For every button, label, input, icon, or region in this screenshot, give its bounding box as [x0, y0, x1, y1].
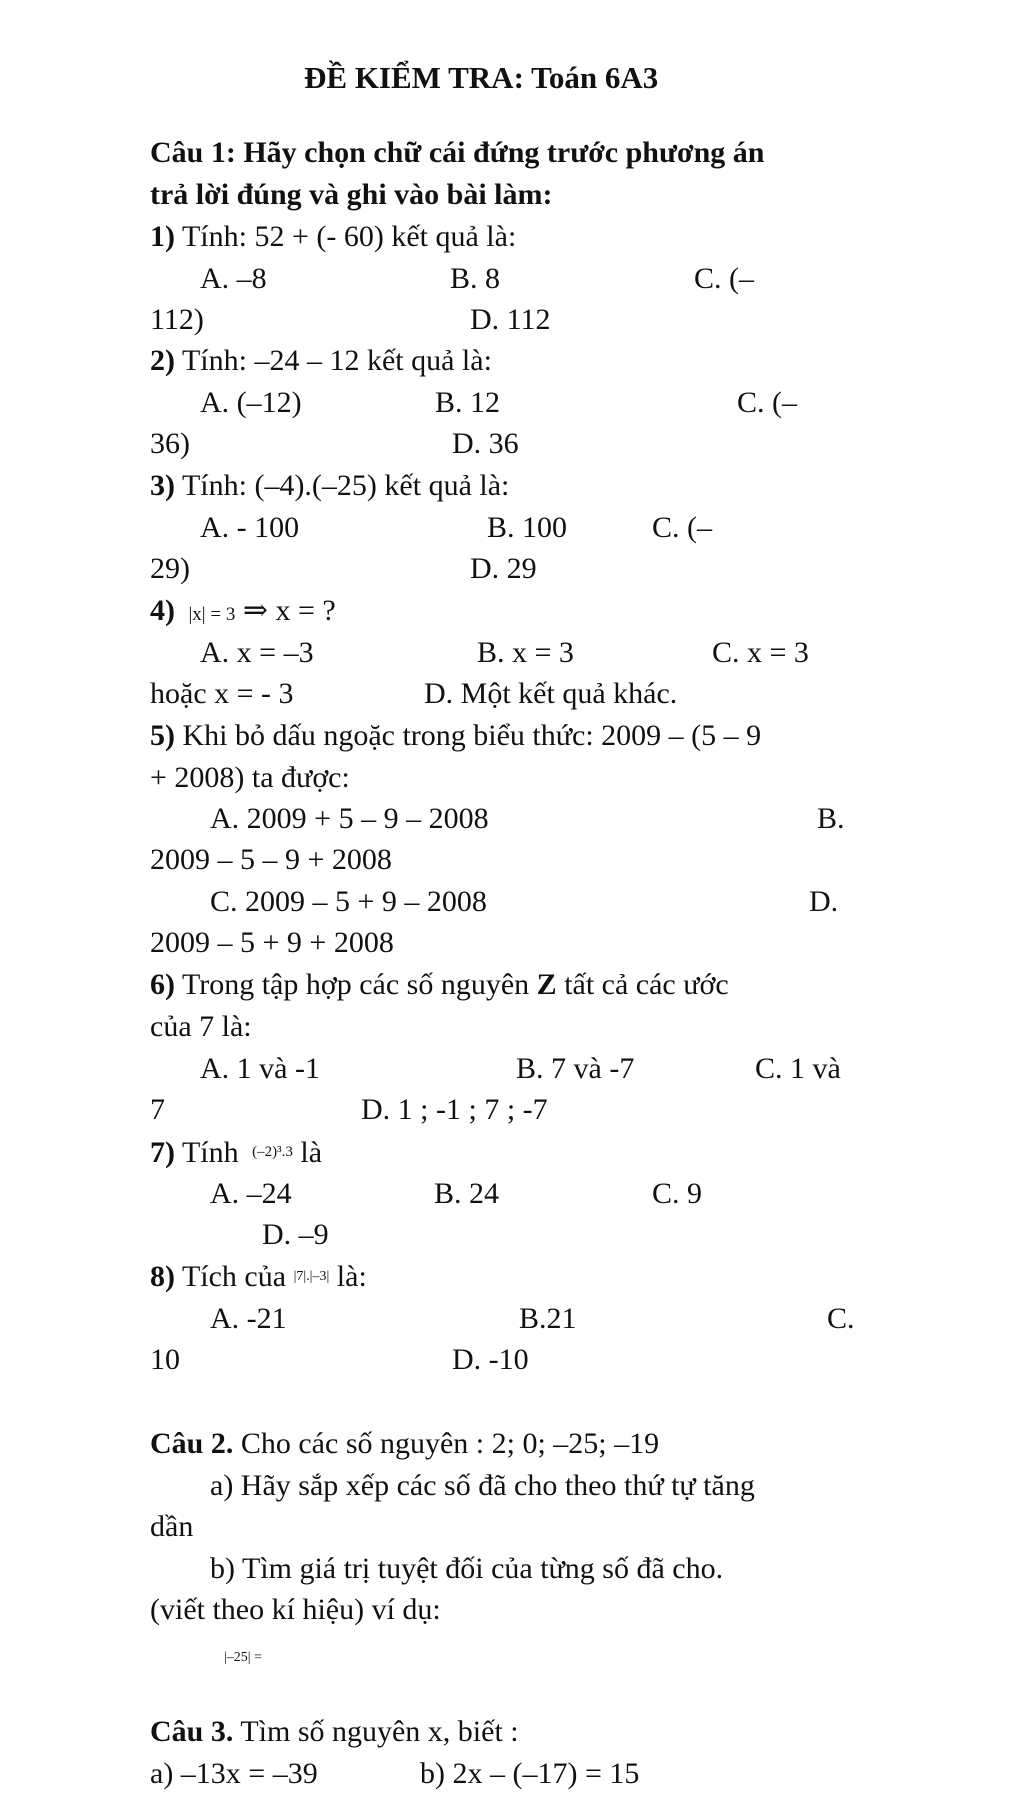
q1-item1-option-d: D. 112: [470, 303, 551, 336]
exam-title: ĐỀ KIỂM TRA: Toán 6A3: [304, 60, 659, 95]
q2-part-a-line1: a) Hãy sắp xếp các số đã cho theo thứ tự tăng: [210, 1469, 755, 1502]
q1-item4-option-a: A. x = –3: [200, 636, 314, 669]
q3-part-b: b) 2x – (–17) = 15: [420, 1757, 640, 1790]
q1-item2-text: Tính: –24 – 12 kết quả là:: [175, 344, 492, 377]
q1-item5-text: Khi bỏ dấu ngoặc trong biểu thức: 2009 – (5 – 9: [175, 719, 762, 752]
q1-item5-option-c: C. 2009 – 5 + 9 – 2008: [210, 885, 487, 918]
q2-text: Cho các số nguyên : 2; 0; –25; –19: [233, 1427, 660, 1460]
q1-item7-stem: [150, 1134, 322, 1171]
q1-item2-option-a: A. (–12): [200, 386, 302, 419]
q1-item6-option-c-cont: 7: [150, 1093, 165, 1126]
abs-x-expression: |x| = 3: [188, 604, 236, 625]
q1-item8-option-a: A. -21: [210, 1302, 287, 1335]
q1-item6-text-post: tất cả các ước: [556, 968, 729, 1001]
q1-item8-text-pre: Tích của: [175, 1260, 294, 1293]
q1-item2-stem: [150, 343, 492, 379]
q1-item3-option-c-cont: 29): [150, 552, 190, 585]
q3-heading: Câu 3.: [150, 1715, 234, 1748]
q1-item6-option-a: A. 1 và -1: [200, 1052, 320, 1085]
q1-item5-stem-line1: [150, 718, 761, 754]
q1-item6-stem-line1: [150, 967, 729, 1003]
q1-item6-option-b: B. 7 và -7: [516, 1052, 635, 1085]
q1-item3-stem: [150, 468, 509, 504]
q1-item7-option-d: D. –9: [262, 1218, 329, 1251]
q1-item5-option-b-cont: 2009 – 5 – 9 + 2008: [150, 843, 392, 876]
q1-item3-option-c: C. (–: [652, 511, 712, 544]
q1-item3-option-b: B. 100: [487, 511, 568, 544]
q1-item6-text-pre: Trong tập hợp các số nguyên: [175, 968, 537, 1001]
q2-part-a-line2: dần: [150, 1510, 194, 1543]
q1-item3-option-d: D. 29: [470, 552, 537, 585]
q2-example-expression: |–25| =: [224, 1650, 263, 1665]
q1-item6-option-c: C. 1 và: [755, 1052, 841, 1085]
q1-item8-option-b: B.21: [519, 1302, 577, 1335]
q1-item7-option-b: B. 24: [434, 1177, 500, 1210]
q1-item5-option-d-cont: 2009 – 5 + 9 + 2008: [150, 926, 394, 959]
q1-item1-stem: [150, 219, 516, 255]
q1-item1-option-c: C. (–: [694, 262, 754, 295]
integer-set-symbol: Z: [536, 968, 557, 1001]
q1-item4-number: 4): [150, 594, 175, 627]
q1-item7-text-pre: Tính: [175, 1136, 247, 1169]
q2-heading: Câu 2.: [150, 1427, 234, 1460]
q1-item4-text: ⇒ x = ?: [235, 594, 336, 627]
q1-item8-stem: [150, 1259, 367, 1295]
q1-item5-number: 5): [150, 719, 175, 752]
q1-item2-option-c-cont: 36): [150, 427, 190, 460]
q1-item7-text-post: là: [292, 1136, 323, 1169]
q1-item8-text-post: là:: [329, 1260, 367, 1293]
q1-item2-option-d: D. 36: [452, 427, 519, 460]
q1-item5-option-d: D.: [809, 885, 839, 918]
q1-item5-option-a: A. 2009 + 5 – 9 – 2008: [210, 802, 489, 835]
q1-item1-number: 1): [150, 220, 175, 253]
q2-part-b-line1: b) Tìm giá trị tuyệt đối của từng số đã cho.: [210, 1552, 724, 1585]
q1-item4-stem: [150, 593, 336, 633]
q1-item7-option-c: C. 9: [652, 1177, 703, 1210]
q3-text: Tìm số nguyên x, biết :: [233, 1715, 519, 1748]
power-expression: (–2)³.3: [252, 1144, 293, 1160]
q1-item5-option-b: B.: [817, 802, 845, 835]
q1-item7-option-a: A. –24: [210, 1177, 292, 1210]
q1-item3-number: 3): [150, 469, 175, 502]
q1-item4-option-c: C. x = 3: [712, 636, 809, 669]
q1-item5-stem-line2: + 2008) ta được:: [150, 761, 350, 794]
q1-item3-option-a: A. - 100: [200, 511, 300, 544]
q1-item1-option-a: A. –8: [200, 262, 267, 295]
q1-item4-option-d: D. Một kết quả khác.: [424, 677, 678, 710]
q1-item6-number: 6): [150, 968, 175, 1001]
q1-item2-option-b: B. 12: [435, 386, 501, 419]
q1-heading-line2: trả lời đúng và ghi vào bài làm:: [150, 178, 553, 211]
q1-item1-option-b: B. 8: [450, 262, 501, 295]
q1-item1-option-c-cont: 112): [150, 303, 204, 336]
q3-part-a: a) –13x = –39: [150, 1757, 318, 1790]
q1-item4-option-c-cont: hoặc x = - 3: [150, 677, 294, 710]
q3-line: [150, 1714, 519, 1750]
q1-item7-number: 7): [150, 1136, 175, 1169]
q1-item8-number: 8): [150, 1260, 175, 1293]
q1-item4-option-b: B. x = 3: [477, 636, 574, 669]
q1-item2-number: 2): [150, 344, 175, 377]
q1-item3-text: Tính: (–4).(–25) kết quả là:: [175, 469, 510, 502]
q1-item6-option-d: D. 1 ; -1 ; 7 ; -7: [361, 1093, 548, 1126]
q1-item8-option-c: C.: [827, 1302, 855, 1335]
q1-item6-stem-line2: của 7 là:: [150, 1010, 252, 1043]
q1-item8-option-c-cont: 10: [150, 1343, 180, 1376]
q1-item1-text: Tính: 52 + (- 60) kết quả là:: [175, 220, 517, 253]
q1-item2-option-c: C. (–: [737, 386, 797, 419]
abs-product-expression: |7|.|–3|: [293, 1269, 330, 1284]
q2-line: [150, 1426, 659, 1462]
q1-heading-line1: Câu 1: Hãy chọn chữ cái đứng trước phương án: [150, 136, 765, 169]
q2-part-b-line2: (viết theo kí hiệu) ví dụ:: [150, 1593, 441, 1626]
q1-item8-option-d: D. -10: [452, 1343, 529, 1376]
